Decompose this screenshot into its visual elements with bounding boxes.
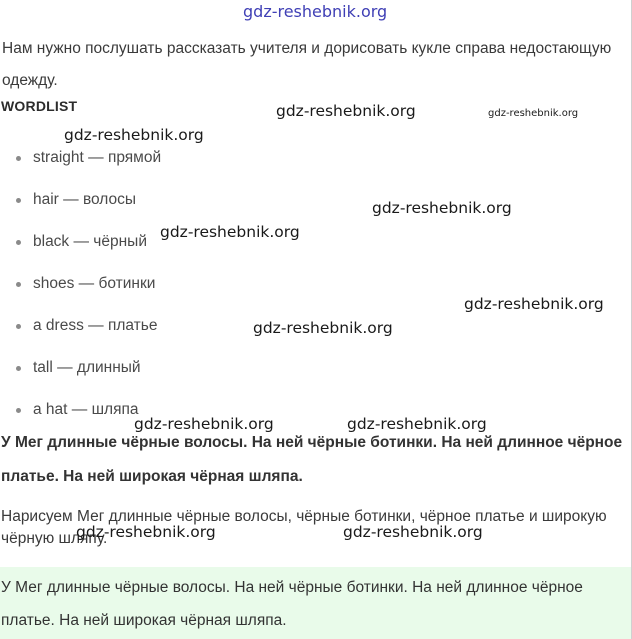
bullet-icon xyxy=(16,282,21,287)
list-item-label: straight — прямой xyxy=(33,149,162,166)
list-item xyxy=(0,224,161,266)
watermark: gdz-reshebnik.org xyxy=(347,415,487,433)
intro-text: Нам нужно послушать рассказать учителя и дорисовать кукле справа недостающую одежду. xyxy=(2,40,612,89)
watermark: gdz-reshebnik.org xyxy=(276,102,416,120)
watermark: gdz-reshebnik.org xyxy=(372,199,512,217)
bullet-icon xyxy=(16,240,21,245)
list-item xyxy=(0,308,161,350)
watermark: gdz-reshebnik.org xyxy=(343,523,483,541)
list-item-label: black — чёрный xyxy=(33,233,147,250)
list-item-label: shoes — ботинки xyxy=(33,275,156,292)
answer-highlight-text: У Мег длинные чёрные волосы. На ней чёрные ботинки. На ней длинное чёрное платье. На ней широкая чёрная шляпа. xyxy=(1,579,583,629)
wordlist-title: WORDLIST xyxy=(1,98,78,114)
list-item-label: a dress — платье xyxy=(33,317,158,334)
list-item xyxy=(0,350,161,392)
watermark: gdz-reshebnik.org xyxy=(134,415,274,433)
watermark: gdz-reshebnik.org xyxy=(253,319,393,337)
list-item xyxy=(0,266,161,308)
list-item xyxy=(0,140,161,182)
watermark: gdz-reshebnik.org xyxy=(160,223,300,241)
list-item-label: a hat — шляпа xyxy=(33,401,139,418)
bullet-icon xyxy=(16,324,21,329)
bullet-icon xyxy=(16,156,21,161)
answer-highlight-box xyxy=(0,567,632,639)
answer-bold-text: У Мег длинные чёрные волосы. На ней чёрные ботинки. На ней длинное чёрное платье. На ней широкая чёрная шляпа. xyxy=(1,434,623,485)
header-watermark[interactable]: gdz-reshebnik.org xyxy=(243,2,388,21)
list-item-label: hair — волосы xyxy=(33,191,137,208)
list-item xyxy=(0,182,161,224)
explanation-text: Нарисуем Мег длинные чёрные волосы, чёрные ботинки, чёрное платье и широкую чёрную шляпу. xyxy=(1,508,607,547)
bullet-icon xyxy=(16,198,21,203)
bullet-icon xyxy=(16,408,21,413)
watermark: gdz-reshebnik.org xyxy=(64,126,204,144)
list-item-label: tall — длинный xyxy=(33,359,141,376)
wordlist xyxy=(0,140,161,434)
watermark: gdz-reshebnik.org xyxy=(76,523,216,541)
bullet-icon xyxy=(16,366,21,371)
watermark: gdz-reshebnik.org xyxy=(488,108,579,119)
watermark: gdz-reshebnik.org xyxy=(464,295,604,313)
